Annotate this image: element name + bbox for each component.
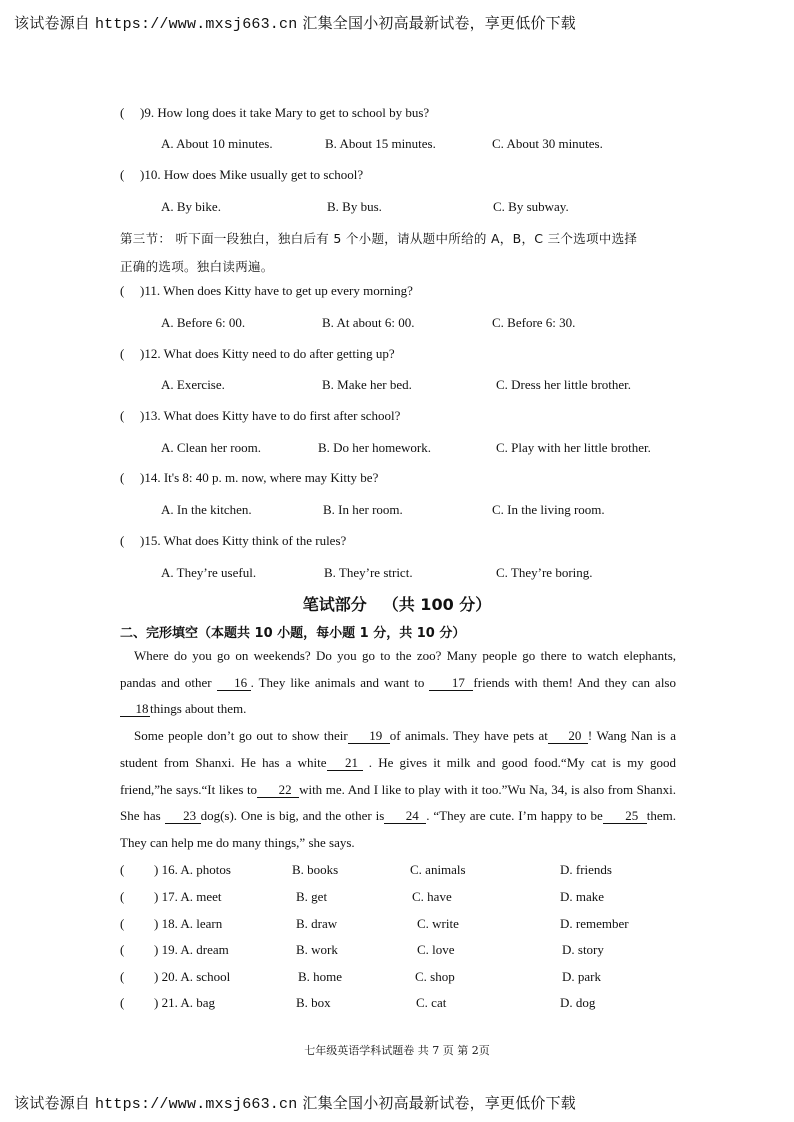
banner-prefix: 该试卷源自 — [14, 14, 91, 32]
option-b: B. They’re strict. — [324, 565, 413, 580]
banner-url[interactable]: https://www.mxsj663.cn — [94, 1096, 298, 1113]
option-c: C. About 30 minutes. — [492, 136, 603, 151]
section2-heading: 二、完形填空（本题共 10 小题，每小题 1 分，共 10 分） — [120, 626, 466, 641]
blank-16[interactable]: 16 — [217, 675, 251, 691]
blank-24[interactable]: 24 — [384, 808, 426, 824]
choice-a: ) 21. A. bag — [154, 995, 216, 1010]
choice-d: D. friends — [560, 862, 612, 877]
text-run: dog(s). One is big, and the other is — [200, 808, 385, 824]
blank-22[interactable]: 22 — [257, 782, 299, 798]
choice-b: B. books — [292, 862, 339, 877]
option-a: A. Exercise. — [161, 377, 225, 392]
choice-a: ) 18. A. learn — [154, 916, 223, 931]
written-part-heading — [0, 592, 794, 615]
question-11 — [120, 283, 413, 299]
question-text: )12. What does Kitty need to do after getting up? — [140, 346, 395, 361]
source-banner-bottom — [14, 1092, 576, 1113]
answer-paren: ( — [120, 916, 125, 931]
blank-23[interactable]: 23 — [165, 808, 201, 824]
choice-b: B. draw — [296, 916, 338, 931]
option-c: C. In the living room. — [492, 502, 605, 517]
blank-20[interactable]: 20 — [548, 728, 588, 744]
option-a: A. By bike. — [161, 199, 221, 214]
choice-a: ) 16. A. photos — [154, 862, 231, 877]
option-a: A. Clean her room. — [161, 440, 262, 455]
question-9 — [120, 105, 429, 121]
option-c: C. By subway. — [493, 199, 569, 214]
choice-c: C. animals — [410, 862, 466, 877]
choice-c: C. write — [417, 916, 459, 931]
choice-c: C. love — [417, 942, 455, 957]
choice-d: D. park — [562, 969, 601, 984]
banner-suffix: 汇集全国小初高最新试卷，享更低价下载 — [302, 1094, 576, 1112]
choice-b: B. work — [296, 942, 338, 957]
question-text: )10. How does Mike usually get to school? — [140, 167, 364, 182]
question-15 — [120, 533, 346, 549]
section3-instruction-line1: 第三节： 听下面一段独白，独白后有 5 个小题，请从题中所给的 A，B，C 三个选项中选择 — [120, 231, 638, 246]
choice-a: ) 17. A. meet — [154, 889, 222, 904]
option-c: C. They’re boring. — [496, 565, 593, 580]
blank-17[interactable]: 17 — [429, 675, 473, 691]
text-run: of animals. They have pets at — [389, 728, 548, 744]
source-banner-top — [14, 12, 576, 33]
answer-paren: ( — [120, 408, 125, 423]
question-14 — [120, 470, 378, 486]
question-12 — [120, 346, 395, 362]
question-text: )9. How long does it take Mary to get to school by bus? — [140, 105, 430, 120]
question-text: )14. It's 8: 40 p. m. now, where may Kitty be? — [140, 470, 379, 485]
blank-21[interactable]: 21 — [327, 755, 363, 771]
option-c: C. Dress her little brother. — [496, 377, 632, 392]
option-a: A. Before 6: 00. — [161, 315, 246, 330]
passage-paragraph-1 — [120, 643, 676, 723]
choice-a: ) 20. A. school — [154, 969, 231, 984]
blank-25[interactable]: 25 — [603, 808, 647, 824]
option-c: C. Play with her little brother. — [496, 440, 651, 455]
choice-b: B. get — [296, 889, 328, 904]
choice-b: B. box — [296, 995, 331, 1010]
banner-suffix: 汇集全国小初高最新试卷，享更低价下载 — [302, 14, 576, 32]
option-b: B. About 15 minutes. — [325, 136, 436, 151]
option-b: B. In her room. — [323, 502, 403, 517]
question-text: )13. What does Kitty have to do first after school? — [140, 408, 401, 423]
blank-19[interactable]: 19 — [348, 728, 390, 744]
answer-paren: ( — [120, 533, 125, 548]
answer-paren: ( — [120, 862, 125, 877]
text-run: Where do you go on weekends? Do you go to the zoo? Many people go there to watch elephants, pandas and other — [120, 648, 676, 690]
option-a: A. They’re useful. — [161, 565, 257, 580]
option-a: A. In the kitchen. — [161, 502, 252, 517]
banner-url[interactable]: https://www.mxsj663.cn — [94, 16, 298, 33]
answer-paren: ( — [120, 969, 125, 984]
answer-paren: ( — [120, 167, 125, 182]
text-run: . He gives it milk and good food.“My cat is my good friend,”he says.“It likes to — [120, 754, 676, 797]
choice-c: C. cat — [416, 995, 447, 1010]
option-a: A. About 10 minutes. — [161, 136, 273, 151]
choice-a: ) 19. A. dream — [154, 942, 229, 957]
written-score: （共 100 分） — [382, 595, 492, 614]
choice-c: C. have — [412, 889, 452, 904]
text-run: ! Wang Nan is a student from Shanxi. He has a white — [120, 728, 676, 770]
answer-paren: ( — [120, 105, 125, 120]
text-run: Some people don’t go out to show their — [134, 728, 348, 744]
choice-c: C. shop — [415, 969, 455, 984]
option-b: B. Make her bed. — [322, 377, 412, 392]
answer-paren: ( — [120, 995, 125, 1010]
answer-paren: ( — [120, 346, 125, 361]
text-run: them. They can help me do many things,” she says. — [120, 808, 676, 850]
section3-instruction-line2: 正确的选项。独白读两遍。 — [120, 259, 274, 274]
choice-d: D. story — [562, 942, 604, 957]
choice-b: B. home — [298, 969, 343, 984]
banner-prefix: 该试卷源自 — [14, 1094, 91, 1112]
option-c: C. Before 6: 30. — [492, 315, 576, 330]
answer-paren: ( — [120, 470, 125, 485]
text-run: . “They are cute. I’m happy to be — [426, 808, 603, 824]
text-run: . They like animals and want to — [250, 674, 430, 690]
text-run: things about them. — [150, 701, 247, 717]
question-text: )11. When does Kitty have to get up every morning? — [140, 283, 413, 298]
page-footer: 七年级英语学科试题卷 共 7 页 第 2页 — [304, 1044, 490, 1057]
option-b: B. At about 6: 00. — [322, 315, 415, 330]
choice-d: D. dog — [560, 995, 596, 1010]
answer-paren: ( — [120, 942, 125, 957]
answer-paren: ( — [120, 889, 125, 904]
text-run: friends with them! And they can also — [473, 674, 676, 690]
option-b: B. By bus. — [327, 199, 382, 214]
choice-d: D. make — [560, 889, 605, 904]
text-run: with me. And I like to play with it too.”Wu Na, 34, is also from Shanxi. She has — [120, 781, 676, 824]
passage-paragraph-2 — [120, 723, 676, 857]
choice-d: D. remember — [560, 916, 629, 931]
question-10 — [120, 167, 363, 183]
question-13 — [120, 408, 400, 424]
written-title: 笔试部分 — [302, 595, 367, 614]
question-text: )15. What does Kitty think of the rules? — [140, 533, 347, 548]
answer-paren: ( — [120, 283, 125, 298]
option-b: B. Do her homework. — [318, 440, 432, 455]
cloze-passage — [120, 643, 676, 857]
blank-18[interactable]: 18 — [120, 701, 150, 717]
